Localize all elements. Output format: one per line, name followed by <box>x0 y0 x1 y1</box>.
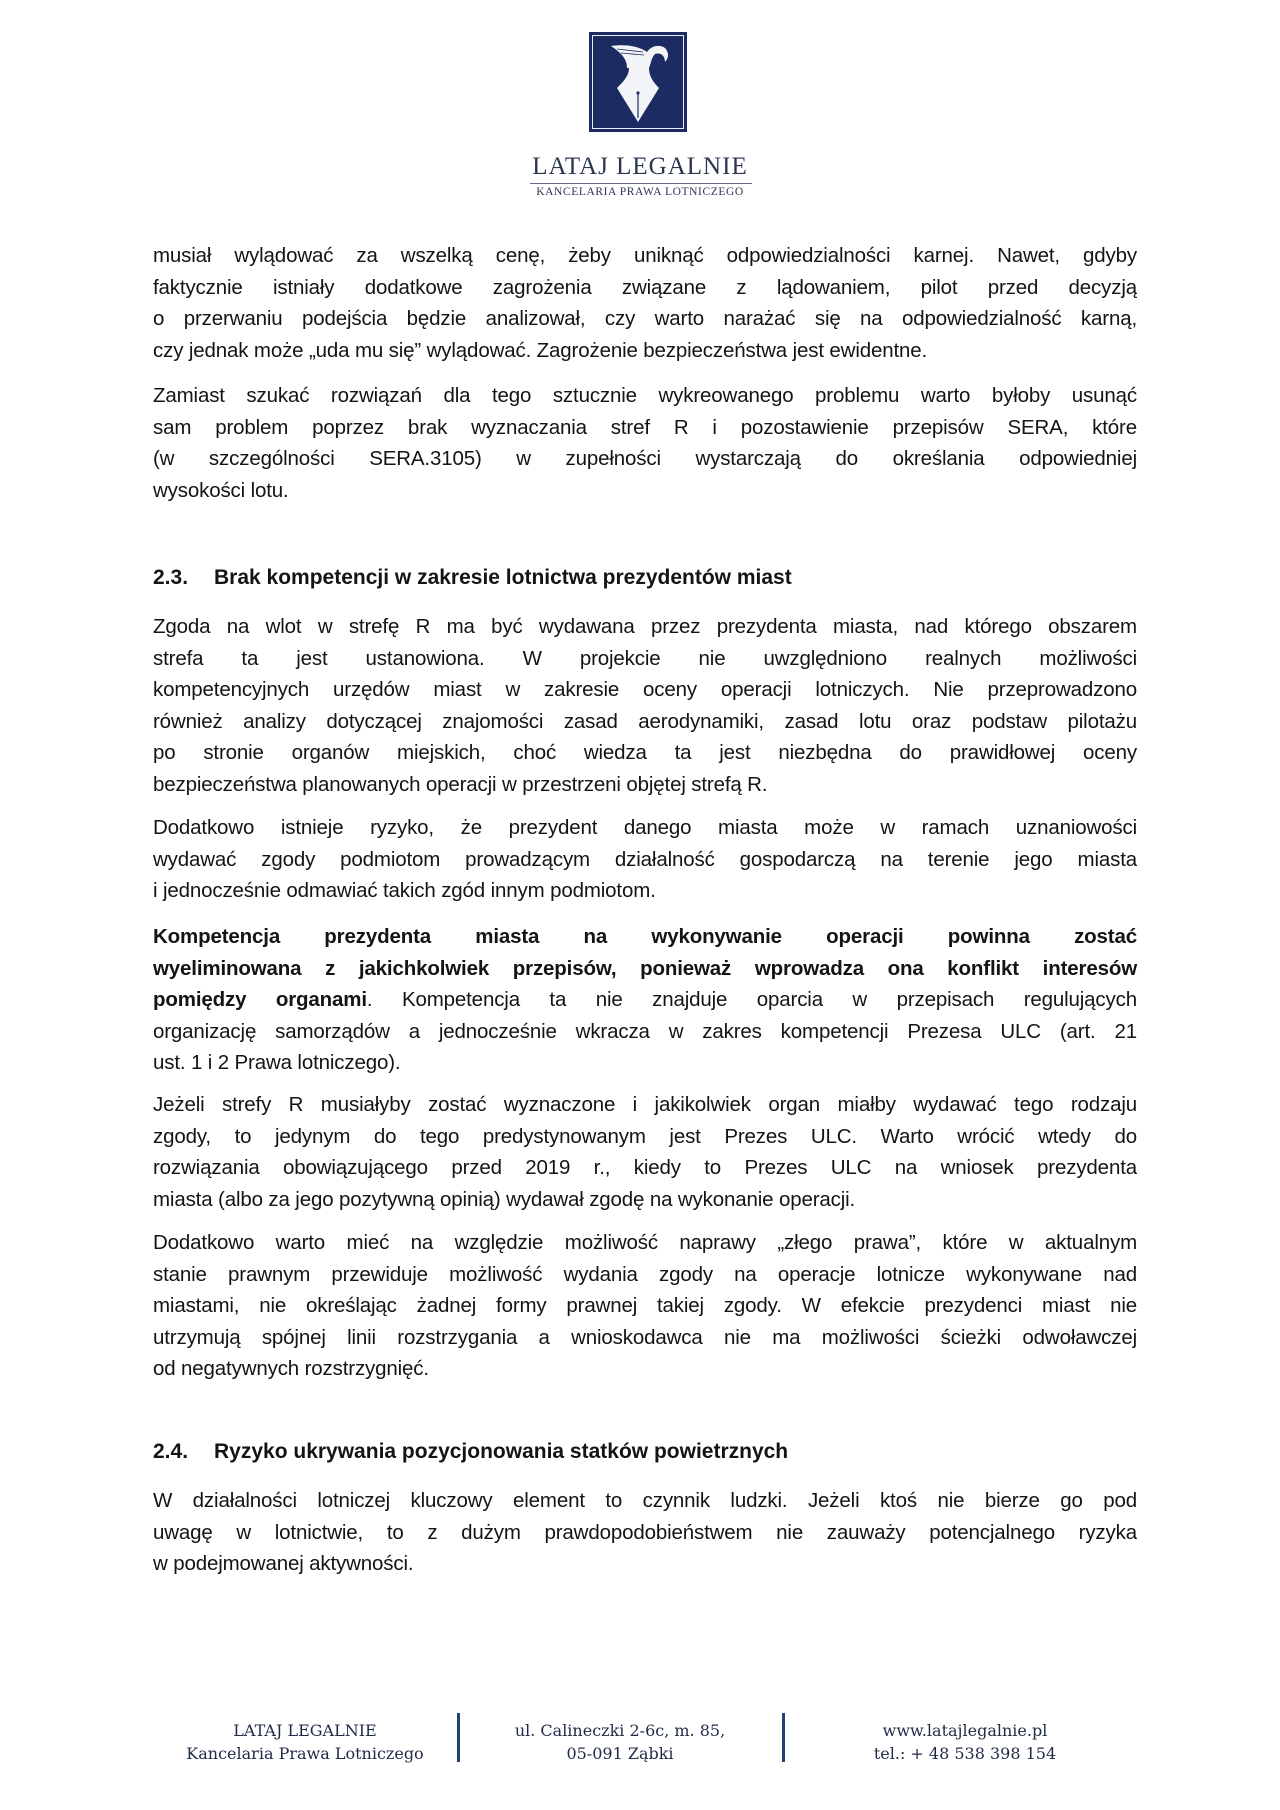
bold-text: Kompetencja prezydenta miasta na wykonywanie operacji powinna zostać <box>153 925 1137 948</box>
brand-title: LATAJ LEGALNIE <box>532 153 748 180</box>
bold-text: pomiędzy organami <box>153 988 367 1012</box>
text-line: również analizy dotyczącej znajomości zasad aerodynamiki, zasad lotu oraz podstaw pilotażu <box>153 709 1137 733</box>
text-line: kompetencyjnych urzędów miast w zakresie oceny operacji lotniczych. Nie przeprowadzono <box>153 678 1137 702</box>
text-line: miasta (albo za jego pozytywną opinią) wydawał zgodę na wykonanie operacji. <box>153 1187 856 1211</box>
footer-company-desc: Kancelaria Prawa Lotniczego <box>186 1744 424 1763</box>
text-line-bold <box>153 921 1137 953</box>
text-line-bold <box>153 953 1137 985</box>
footer-city: 05-091 Ząbki <box>566 1744 674 1763</box>
text-line: musiał wylądować za wszelką cenę, żeby uniknąć odpowiedzialności karnej. Nawet, gdyby <box>153 244 1137 267</box>
brand-divider <box>530 183 752 184</box>
text-line: wydawać zgody podmiotom prowadzącym działalność gospodarczą na terenie jego miasta <box>153 847 1137 871</box>
text-line: organizację samorządów a jednocześnie wkracza w zakres kompetencji Prezesa ULC (art. 21 <box>153 1019 1137 1043</box>
paragraph-consent-competence <box>153 611 1137 801</box>
paragraph-human-factor <box>153 1485 1137 1580</box>
footer-company <box>185 1719 425 1765</box>
text-line: po stronie organów miejskich, choć wiedza ta jest niezbędna do prawidłowej oceny <box>153 741 1137 765</box>
text-line: Dodatkowo istnieje ryzyko, że prezydent danego miasta może w ramach uznaniowości <box>153 816 1137 839</box>
text-line: od negatywnych rozstrzygnięć. <box>153 1357 429 1381</box>
footer-contact <box>845 1719 1085 1765</box>
section-title: Brak kompetencji w zakresie lotnictwa prezydentów miast <box>214 566 792 589</box>
pen-nib-eagle-icon <box>589 32 687 132</box>
plain-text: . Kompetencja ta nie znajduje oparcia w przepisach regulujących <box>366 988 1137 1012</box>
text-line: strefa ta jest ustanowiona. W projekcie nie uwzględniono realnych możliwości <box>153 646 1137 670</box>
text-line: o przerwaniu podejścia będzie analizował, czy warto narażać się na odpowiedzialność karną, <box>153 307 1137 331</box>
footer-company-name: LATAJ LEGALNIE <box>233 1721 377 1740</box>
paragraph-ulc-president <box>153 1089 1137 1215</box>
paragraph-conflict-of-interest <box>153 921 1137 1079</box>
text-line: ust. 1 i 2 Prawa lotniczego). <box>153 1051 401 1075</box>
footer-address <box>500 1719 740 1765</box>
footer-divider <box>457 1713 460 1762</box>
logo <box>589 32 687 132</box>
text-line: bezpieczeństwa planowanych operacji w przestrzeni objętej strefą R. <box>153 772 768 796</box>
text-line <box>153 984 1137 1016</box>
bold-text: wyeliminowana z jakichkolwiek przepisów, ponieważ wprowadza ona konflikt interesów <box>153 956 1137 980</box>
footer-website-link[interactable]: www.latajlegalnie.pl <box>882 1721 1048 1740</box>
text-line: czy jednak może „uda mu się” wylądować. Zagrożenie bezpieczeństwa jest ewidentne. <box>153 338 928 362</box>
text-line: sam problem poprzez brak wyznaczania stref R i pozostawienie przepisów SERA, które <box>153 415 1137 439</box>
footer-street: ul. Calineczki 2-6c, m. 85, <box>514 1721 726 1740</box>
footer-phone[interactable]: tel.: + 48 538 398 154 <box>873 1744 1057 1763</box>
text-line: miastami, nie określając żadnej formy prawnej takiej zgody. W efekcie prezydenci miast nie <box>153 1294 1137 1318</box>
footer-divider <box>782 1713 785 1762</box>
text-line: wysokości lotu. <box>153 478 289 502</box>
text-line: Jeżeli strefy R musiałyby zostać wyznaczone i jakikolwiek organ miałby wydawać tego rodzaju <box>153 1093 1137 1116</box>
text-line: w podejmowanej aktywności. <box>153 1552 414 1576</box>
text-line: Zgoda na wlot w strefę R ma być wydawana przez prezydenta miasta, nad którego obszarem <box>153 615 1137 638</box>
section-heading-2-3 <box>153 566 792 590</box>
text-line: Dodatkowo warto mieć na względzie możliwość naprawy „złego prawa”, które w aktualnym <box>153 1231 1137 1254</box>
paragraph-discretion-risk <box>153 812 1137 907</box>
text-line: rozwiązania obowiązującego przed 2019 r., kiedy to Prezes ULC na wniosek prezydenta <box>153 1156 1137 1180</box>
section-number: 2.4. <box>153 1440 189 1463</box>
section-title: Ryzyko ukrywania pozycjonowania statków powietrznych <box>214 1440 789 1463</box>
paragraph-bad-law <box>153 1227 1137 1385</box>
text-line: Zamiast szukać rozwiązań dla tego sztucznie wykreowanego problemu warto byłoby usunąć <box>153 384 1137 407</box>
text-line: zgody, to jedynym do tego predystynowanym jest Prezes ULC. Warto wrócić wtedy do <box>153 1124 1137 1148</box>
text-line: W działalności lotniczej kluczowy element to czynnik ludzki. Jeżeli ktoś nie bierze go pod <box>153 1489 1137 1512</box>
text-line: (w szczególności SERA.3105) w zupełności wystarczają do określania odpowiedniej <box>153 447 1137 471</box>
section-number: 2.3. <box>153 566 189 589</box>
text-line: uwagę w lotnictwie, to z dużym prawdopodobieństwem nie zauważy potencjalnego ryzyka <box>153 1520 1137 1544</box>
text-line: faktycznie istniały dodatkowe zagrożenia związane z lądowaniem, pilot przed decyzją <box>153 275 1137 299</box>
paragraph-sera-solution <box>153 380 1137 506</box>
section-heading-2-4 <box>153 1440 788 1464</box>
text-line: stanie prawnym przewiduje możliwość wydania zgody na operacje lotnicze wykonywane nad <box>153 1262 1137 1286</box>
brand-subtitle: KANCELARIA PRAWA LOTNICZEGO <box>536 186 744 198</box>
paragraph-penalty-risk <box>153 240 1137 366</box>
text-line: utrzymują spójnej linii rozstrzygania a wnioskodawca nie ma możliwości ścieżki odwoławczej <box>153 1325 1137 1349</box>
text-line: i jednocześnie odmawiać takich zgód innym podmiotom. <box>153 879 656 903</box>
